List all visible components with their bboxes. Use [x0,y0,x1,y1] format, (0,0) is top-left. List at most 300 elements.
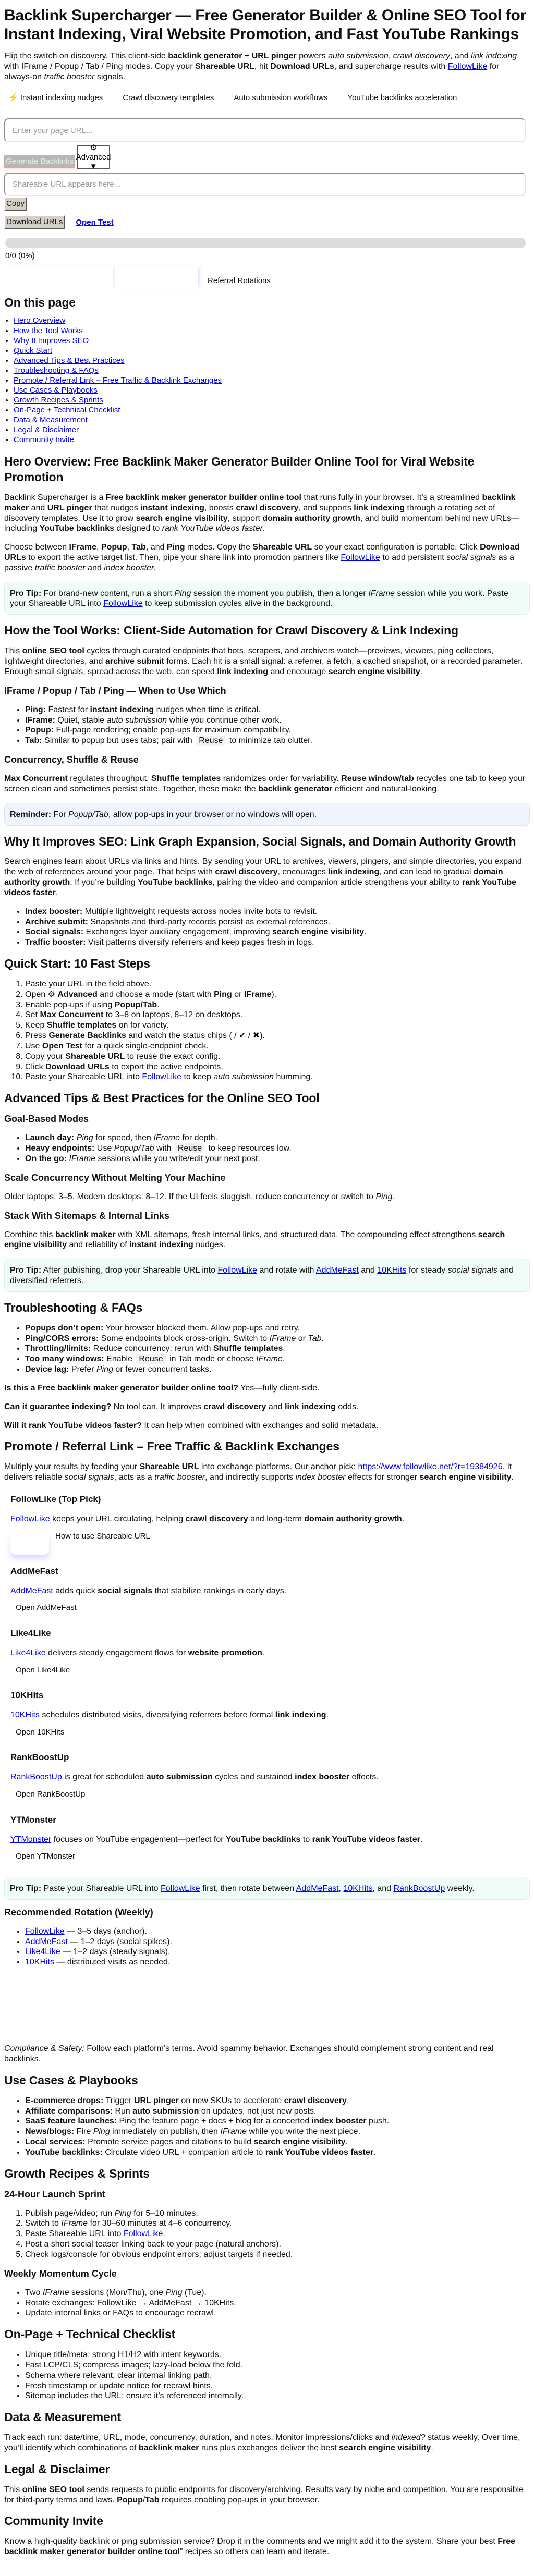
shareable-url-field[interactable] [4,173,526,196]
list-item: • Local services: Promote service pages and citations to build search engine visibility. [25,2137,530,2147]
bold-text: Traffic booster: [25,938,86,947]
paragraph: Choose between IFrame, Popup, Tab, and Ping modes. Copy the Shareable URL so your exact configuration is portable. Click Download URLs to export the active target list. Then, pipe your share link into promotion partners like FollowLike to add persistent social signals as a passive traffic booster and index booster. [4,543,520,572]
list-item: • On the go: IFrame sessions while you write/edit your next post. [25,1154,530,1164]
subsection-heading: 24-Hour Launch Sprint [4,2189,106,2200]
inline-link[interactable]: RankBoostUp [10,1773,62,1782]
advanced-label: ⚙ Advanced [76,143,111,162]
bold-text: Advanced [57,990,98,999]
subsection-heading: Weekly Momentum Cycle [4,2268,117,2279]
bold-text: Ping/CORS errors: [25,1334,99,1343]
section-heading: Community Invite [4,2514,103,2528]
setting-chip: Reuse [136,1354,165,1364]
toc-item [14,326,530,336]
toc-item [14,375,530,385]
inline-link[interactable]: YTMonster [10,1835,52,1844]
toc-item [14,356,530,365]
list-item: 5. Check logs/console for obvious endpoint errors; adjust targets if needed. [25,2250,530,2260]
bullet-list [4,2096,530,2158]
bold-text: Free backlink maker generator builder online tool [4,2537,516,2557]
bold-text: Shuffle templates [46,1021,117,1030]
bold-text: Pro Tip: [10,589,42,598]
partner-name: 10KHits [10,1690,44,1701]
numbered-list [4,2208,530,2260]
list-item: • Throttling/limits: Reduce concurrency; rerun with Shuffle templates. [25,1344,530,1354]
bold-text: rank YouTube videos faster [4,878,517,897]
list-item: • News/blogs: Fire Ping immediately on publish, then IFrame while you write the next piece. [25,2127,530,2137]
bold-text: Popups don’t open: [25,1323,104,1333]
open-partner-button[interactable]: Open Like4Like [16,1665,70,1675]
bold-text: URL pinger [47,503,92,512]
feature-chip: YouTube backlinks acceleration [347,93,457,103]
list-item: • AddMeFast — 1–2 days (social spikes). [25,1937,530,1947]
feature-chip: Auto submission workflows [234,93,328,103]
bold-text: YouTube backlinks [226,1835,301,1844]
list-item: 2. Open ⚙ Advanced and choose a mode (start with Ping or IFrame). [25,990,530,1000]
toc-link[interactable]: Troubleshooting & FAQs [14,365,99,375]
bold-text: index booster [295,1773,350,1782]
section-heading: Promote / Referral Link – Free Traffic & Backlink Exchanges [4,1439,339,1454]
video-tutorial[interactable] [10,1532,530,1555]
bold-text: Pro Tip: [10,1884,42,1893]
inline-link[interactable]: FollowLike [142,1072,182,1082]
inline-link[interactable]: RankBoostUp [393,1884,445,1893]
bold-text: Popup [101,543,127,552]
list-item: • Archive submit: Snapshots and third-party records persist as external references. [25,917,530,927]
inline-link[interactable]: 10KHits [343,1884,373,1893]
bold-text: Max Concurrent [4,774,68,784]
list-item: • Heavy endpoints: Use Popup/Tab with Reuse to keep resources low. [25,1143,530,1154]
bold-text: Index booster: [25,907,83,916]
italic-text: rank YouTube videos faster. [162,524,265,533]
open-partner-button[interactable]: Open RankBoostUp [16,1790,86,1799]
video-title: How to use Shareable URL [55,1531,150,1541]
paragraph: Older laptops: 3–5. Modern desktops: 8–12. If the UI feels sluggish, reduce concurrency or switch to Ping. [4,1192,395,1201]
inline-link[interactable]: FollowLike [217,1266,258,1275]
lightning-icon: ⚡ [8,93,18,103]
bold-text: Shareable URL [139,1462,199,1472]
bold-text: backlink maker [138,2444,199,2452]
open-partner-button[interactable]: Open 10KHits [16,1727,65,1737]
section-heading: How the Tool Works: Client-Side Automation for Crawl Discovery & Link Indexing [4,624,458,638]
bold-text: social signals [98,1586,153,1595]
bold-text: Popup [117,2495,143,2505]
bold-text: domain authority growth [4,868,503,887]
inline-link[interactable]: FollowLike [161,1884,200,1893]
subsection-heading: IFrame / Popup / Tab / Ping — When to Use Which [4,685,226,696]
video-thumbnail[interactable] [10,1532,49,1555]
paragraph: This online SEO tool sends requests to public endpoints for discovery/archiving. Results vary by niche and competition. You are responsible for third-party terms and laws. Popup/Tab requires enabling pop-ups in your browser. [4,2485,524,2505]
bold-text: link indexing [285,1402,336,1411]
italic-text: IFrame [220,2127,247,2137]
referral-rotations [4,266,530,289]
referral-slot [4,266,113,289]
intro-paragraph: Flip the switch on discovery. This client-side backlink generator + URL pinger powers auto submission, crawl discovery, and link indexing with IFrame / Popup / Tab / Ping modes. Copy your Shareable URL, hit Download URLs, and supercharge results with FollowLike for always-on traffic booster signals. [4,52,517,81]
toc-link[interactable]: Why It Improves SEO [14,336,89,345]
toc-link[interactable]: Use Cases & Playbooks [14,385,98,395]
url-input[interactable] [4,118,526,142]
bold-text: YouTube backlinks [39,524,115,533]
bold-text: crawl discovery [284,2096,347,2105]
paragraph: Max Concurrent regulates throughput. Shuffle templates randomizes order for variability. Reuse window/tab recycles one tab to keep your screen clean and sometimes persist state. Together, these make the backlink generator efficient and natural-looking. [4,774,526,793]
list-item: • Popup: Full-page rendering; enable pop-ups for maximum compatibility. [25,725,530,736]
partner-name: AddMeFast [10,1566,58,1576]
bold-text: Throttling/limits: [25,1344,91,1353]
list-item: • Update internal links or FAQs to encourage recrawl. [25,2308,530,2318]
bold-text: SaaS feature launches: [25,2117,117,2126]
list-item: • Index booster: Multiple lightweight requests across nodes invite bots to revisit. [25,907,530,917]
bold-text: online SEO tool [22,2485,84,2494]
italic-text: Popup/Tab [68,810,108,819]
italic-text: social signals [64,1473,114,1482]
bold-text: Heavy endpoints: [25,1144,95,1153]
bullet-list [4,2350,530,2401]
bold-text: search engine visibility [4,1230,505,1250]
bold-text: Shareable URL [195,62,254,71]
partner-card [4,1815,530,1861]
toc-list [4,315,530,445]
toc-item [14,365,530,375]
italic-text: Popup/Tab [114,1144,154,1153]
open-partner-button[interactable]: Open YTMonster [16,1852,75,1861]
toc-link[interactable]: Legal & Disclaimer [14,425,79,434]
bold-text: Download URLs [4,543,520,562]
bold-text: Launch day: [25,1133,75,1143]
section-heading: Growth Recipes & Sprints [4,2166,150,2180]
italic-text: traffic booster [154,1473,205,1482]
list-item: 3. Enable pop-ups if using Popup/Tab. [25,1000,530,1010]
bold-text: search engine visibility [328,667,420,676]
partner-description: Like4Like delivers steady engagement flows for website promotion. [10,1648,265,1657]
paragraph: Will it rank YouTube videos faster? It can help when combined with exchanges and solid metadata. [4,1421,379,1430]
list-item: • Ping/CORS errors: Some endpoints block cross-origin. Switch to IFrame or Tab. [25,1334,530,1344]
bold-text: News/blogs: [25,2127,75,2137]
bold-text: Reuse window/tab [341,774,414,784]
subsection-heading: Scale Concurrency Without Melting Your Machine [4,1172,226,1183]
feature-chips [4,93,530,103]
bold-text: Shareable URL [252,543,312,552]
bold-text: Can it guarantee indexing? [4,1402,112,1411]
list-item: • Too many windows: Enable Reuse in Tab mode or choose IFrame. [25,1354,530,1364]
list-item: 5. Keep Shuffle templates on for variety. [25,1020,530,1031]
partner-description: YTMonster focuses on YouTube engagement—perfect for YouTube backlinks to rank YouTube videos faster. [10,1835,423,1844]
inline-link[interactable]: 10KHits [10,1711,40,1720]
italic-text: auto submission [106,715,167,725]
bold-text: Shuffle templates [151,774,221,784]
bold-text: Ping [214,990,232,999]
italic-text: IFrame [61,2219,88,2228]
bold-text: domain authority growth [304,1514,402,1523]
bold-text: crawl discovery [215,868,278,877]
italic-text: Ping [114,2208,131,2218]
bold-text: crawl discovery [185,1514,248,1523]
bold-text: Tab: [25,736,42,746]
section-heading: Why It Improves SEO: Link Graph Expansion, Social Signals, and Domain Authority Growth [4,834,516,848]
bold-text: Ping: [25,705,46,714]
list-item: 10. Paste your Shareable URL into FollowLike to keep auto submission humming. [25,1072,530,1082]
list-item: 2. Switch to IFrame for 30–60 minutes at 4–6 concurrency. [25,2218,530,2229]
paragraph: Is this a Free backlink maker generator builder online tool? Yes—fully client-side. [4,1383,320,1393]
bullet-list [4,2288,530,2318]
bold-text: YouTube backlinks [138,878,213,887]
inline-link[interactable]: FollowLike [10,1514,50,1523]
section-heading: Advanced Tips & Best Practices for the Online SEO Tool [4,1091,320,1105]
italic-text: indexed? [391,2433,426,2443]
reminder-callout: Reminder: For Popup/Tab, allow pop-ups in your browser or no windows will open. [4,803,530,826]
download-urls-button[interactable]: Download URLs [4,215,65,229]
list-item: • Ping: Fastest for instant indexing nudges when time is critical. [25,705,530,715]
bold-text: website promotion [188,1648,262,1657]
paragraph: Search engines learn about URLs via links and hints. By sending your URL to archives, viewers, pingers, and simple directories, you expand the web of references around your page. That helps with crawl discovery, encourages link indexing, and can lead to gradual domain authority growth. If you’re building YouTube backlinks, pairing the video and companion article strengthens your ability to rank YouTube videos faster. [4,857,522,897]
bullet-list [4,1926,530,1968]
inline-link[interactable]: FollowLike [341,553,380,562]
partner-card [4,1690,530,1737]
bold-text: On the go: [25,1154,67,1163]
list-item: • Traffic booster: Visit patterns diversify referrers and keep pages fresh in logs. [25,937,530,948]
italic-text: IFrame [153,1133,180,1143]
italic-text: social signals [447,1266,497,1275]
italic-text: IFrame [256,1354,283,1364]
list-item: 7. Use Open Test for a quick single-endpoint check. [25,1041,530,1052]
partner-card [4,1752,530,1799]
inline-link[interactable]: Like4Like [25,1947,60,1957]
bold-text: link indexing [275,1711,326,1720]
italic-text: traffic booster [44,72,95,81]
copy-button[interactable]: Copy [4,197,27,211]
bold-text: rank YouTube videos faster [312,1835,420,1844]
italic-text: social signals [446,553,496,562]
bullet-list [4,1323,530,1375]
setting-chip: Reuse [175,1143,204,1153]
subsection-heading: Recommended Rotation (Weekly) [4,1907,153,1918]
toc-item [14,385,530,395]
bold-text: search engine visibility [272,927,365,937]
inline-link[interactable]: AddMeFast [10,1586,53,1595]
progress-bar [5,238,526,248]
bold-text: Is this a Free backlink maker generator builder online tool? [4,1383,239,1393]
list-item: 6. Press Generate Backlinks and watch the status chips ( / ✔ / ✖). [25,1031,530,1041]
list-item: • Tab: Similar to popup but uses tabs; pair with Reuse to minimize tab clutter. [25,736,530,746]
toc-item [14,435,530,445]
bold-text: URL pinger [134,2096,179,2105]
list-item: • E-commerce drops: Trigger URL pinger on new SKUs to accelerate crawl discovery. [25,2096,530,2106]
inline-link[interactable]: AddMeFast [316,1266,359,1275]
inline-link[interactable]: FollowLike [447,62,488,71]
bold-text: backlink generator [168,52,242,60]
list-item: • Popups don’t open: Your browser blocked them. Allow pop-ups and retry. [25,1323,530,1334]
partner-name: RankBoostUp [10,1752,69,1763]
bold-text: Device lag: [25,1365,69,1374]
italic-text: Compliance & Safety: [4,2044,84,2054]
bold-text: E-commerce drops: [25,2096,104,2105]
inline-link[interactable]: FollowLike [25,1926,65,1936]
italic-text: IFrame [269,1334,296,1343]
toc-link[interactable]: Data & Measurement [14,415,88,424]
pro-tip-callout: Pro Tip: For brand-new content, run a short Ping session the moment you publish, then a longer IFrame session while you work. Paste your Shareable URL into FollowLike to keep submission cycles alive in the background. [4,582,530,615]
toc-item [14,336,530,346]
toc-item [14,315,530,325]
paragraph: Compliance & Safety: Follow each platform’s terms. Avoid spammy behavior. Exchanges should complement strong content and real backlinks. [4,2044,494,2064]
bold-text: rank YouTube videos faster [265,2147,373,2157]
list-item: • Rotate exchanges: FollowLike → AddMeFast → 10KHits. [25,2298,530,2309]
open-partner-button[interactable]: Open AddMeFast [16,1603,77,1613]
referral-rotations-label: Referral Rotations [208,276,271,286]
inline-link[interactable]: Like4Like [10,1648,46,1657]
italic-text: index booster [295,1473,346,1482]
toc-link[interactable]: Promote / Referral Link – Free Traffic & Backlink Exchanges [14,375,222,385]
pro-tip-callout: Pro Tip: After publishing, drop your Shareable URL into FollowLike and rotate with AddMeFast and 10KHits for steady social signals and diversified referrers. [4,1259,530,1292]
bold-text: Will it rank YouTube videos faster? [4,1421,142,1430]
bold-text: Free backlink maker generator builder online tool [105,493,301,502]
italic-text: auto submission [328,52,389,60]
list-item: • FollowLike — 3–5 days (anchor). [25,1926,530,1937]
list-item: • SaaS feature launches: Ping the feature page + docs + blog for a concerted index booster push. [25,2116,530,2127]
list-item: • YouTube backlinks: Circulate video URL + companion article to rank YouTube videos faster. [25,2147,530,2158]
inline-link[interactable]: 10KHits [25,1958,55,1967]
bold-text: crawl discovery [236,503,299,512]
section-heading: Quick Start: 10 Fast Steps [4,957,150,971]
list-item: • Device lag: Prefer Ping or fewer concurrent tasks. [25,1364,530,1375]
toc-title: On this page [4,295,76,309]
paragraph: Backlink Supercharger is a Free backlink maker generator builder online tool that runs fully in your browser. It’s a streamlined backlink maker and URL pinger that nudges instant indexing, boosts crawl discovery, and supports link indexing through a rotating set of discovery templates. Use it to grow search engine visibility, support domain authority growth, and build momentum behind new URLs—including YouTube backlinks designed to rank YouTube videos faster. [4,493,519,533]
advanced-toggle-button[interactable] [77,145,110,169]
italic-text: Tab [308,1334,322,1343]
bold-text: link indexing [354,503,405,512]
bold-text: instant indexing [90,705,154,714]
bold-text: instant indexing [140,503,204,512]
backlink-tool [4,118,530,289]
bold-text: backlink maker [55,1230,116,1239]
bold-text: Popup: [25,726,54,735]
bold-text: backlink generator [258,784,333,793]
generate-backlinks-button[interactable]: Generate Backlinks [4,155,75,168]
italic-text: Ping [93,2127,110,2137]
page-title: Backlink Supercharger — Free Generator Builder & Online SEO Tool for Instant Indexing, Viral Website Promotion, and Fast YouTube Rankings [4,7,526,43]
italic-text: IFrame [42,2288,69,2297]
partner-card [4,1494,530,1555]
bold-text: IFrame [244,990,272,999]
bold-text: link indexing [217,667,269,676]
toc-link[interactable]: Growth Recipes & Sprints [14,395,103,405]
list-item: • Fast LCP/CLS; compress images; lazy-load below the fold. [25,2360,530,2371]
list-item: • Unique title/meta; strong H1/H2 with intent keywords. [25,2350,530,2360]
bold-text: link indexing [328,868,380,877]
list-item: 8. Copy your Shareable URL to reuse the exact config. [25,1052,530,1062]
toc-link[interactable]: Community Invite [14,435,74,445]
bullet-list [4,705,530,746]
toc-link[interactable]: Advanced Tips & Best Practices [14,356,125,365]
bold-text: search engine visibility [419,1473,512,1482]
open-test-link[interactable]: Open Test [76,217,114,227]
toc-item [14,346,530,356]
bold-text: Download URLs [270,62,334,71]
bold-text: Generate Backlinks [48,1031,126,1041]
inline-link[interactable]: FollowLike [103,599,143,608]
inline-link[interactable]: AddMeFast [296,1884,339,1893]
toc-link[interactable]: On-Page + Technical Checklist [14,405,120,414]
section-heading: On-Page + Technical Checklist [4,2327,176,2341]
bold-text: Affiliate comparisons: [25,2106,113,2116]
list-item: 1. Paste your URL in the field above. [25,979,530,990]
progress-text: 0/0 (0%) [5,251,35,261]
italic-text: link indexing [471,52,517,60]
partner-name: YTMonster [10,1814,56,1825]
bold-text: Ping [166,543,185,552]
bold-text: Download URLs [45,1062,110,1071]
tool-controls [4,145,530,169]
bullet-list [4,1133,530,1164]
bold-text: Too many windows: [25,1354,104,1364]
toc-item [14,395,530,405]
list-item: • Affiliate comparisons: Run auto submission on updates, not just new posts. [25,2106,530,2117]
toc-item [14,405,530,415]
bold-text: search engine visibility [136,514,228,523]
partner-description: AddMeFast adds quick social signals that stabilize rankings in early days. [10,1586,287,1595]
italic-text: auto submission [213,1072,274,1082]
bold-text: instant indexing [129,1240,193,1250]
paragraph: This online SEO tool cycles through curated endpoints that bots, scrapers, and archivers watch—previews, viewers, ping collectors, lightweight directories, and archive submit forms. Each hit is a small signal: a referrer, a fetch, a cached snapshot, or a recorded parameter. Enough small signals, spread across the web, can speed link indexing and encourage search engine visibility. [4,646,523,676]
list-item: 4. Post a short social teaser linking back to your page (natural anchors). [25,2239,530,2250]
bold-text: Max Concurrent [40,1010,104,1020]
inline-link[interactable]: AddMeFast [25,1937,68,1946]
section-heading: Troubleshooting & FAQs [4,1300,143,1314]
pro-tip-callout: Pro Tip: Paste your Shareable URL into FollowLike first, then rotate between AddMeFast, 10KHits, and RankBoostUp weekly. [4,1877,530,1900]
bold-text: Social signals: [25,927,84,937]
main-content-continued [4,1877,530,2557]
list-item: • IFrame: Quiet, stable auto submission while you continue other work. [25,715,530,726]
referral-slot [115,266,198,289]
numbered-list [4,979,530,1082]
bold-text: Tab [131,543,146,552]
bold-text: IFrame: [25,715,55,725]
bold-text: archive submit [105,657,164,666]
list-item: • Social signals: Exchanges layer auxiliary engagement, improving search engine visibility. [25,927,530,937]
partner-name: Like4Like [10,1628,51,1638]
italic-text: Ping [165,2288,183,2297]
subsection-heading: Goal-Based Modes [4,1114,89,1125]
list-item: • Sitemap includes the URL; ensure it’s referenced internally. [25,2391,530,2401]
inline-link[interactable]: https://www.followlike.net/?r=19384926 [358,1462,503,1472]
list-item: • Fresh timestamp or update notice for recrawl hints. [25,2381,530,2391]
toc-item [14,415,530,425]
bold-text: Shareable URL [65,1052,125,1061]
italic-text: Ping [76,1133,93,1143]
bold-text: Pro Tip: [10,1266,42,1275]
bold-text: search engine visibility [253,2137,346,2146]
bullet-list [4,907,530,948]
list-item: • Two IFrame sessions (Mon/Thu), one Ping (Tue). [25,2288,530,2298]
toc-link[interactable]: How the Tool Works [14,326,83,335]
bold-text: search engine visibility [339,2444,431,2452]
section-heading: Hero Overview: Free Backlink Maker Generator Builder Online Tool for Viral Website Promotion [4,455,475,484]
bold-text: Shuffle templates [213,1344,283,1353]
inline-link[interactable]: 10KHits [377,1266,407,1275]
subsection-heading: Stack With Sitemaps & Internal Links [4,1210,169,1221]
list-item: • 10KHits — distributed visits as needed. [25,1957,530,1968]
bold-text: crawl discovery [203,1402,266,1411]
subsection-heading: Concurrency, Shuffle & Reuse [4,754,139,765]
toc-link[interactable]: Hero Overview [14,316,66,325]
feature-chip: Crawl discovery templates [123,93,214,103]
italic-text: index booster. [104,563,156,572]
inline-link[interactable]: FollowLike [123,2229,163,2239]
italic-text: Ping. [375,1192,395,1201]
toc-link[interactable]: Quick Start [14,346,53,355]
partner-description: FollowLike keeps your URL circulating, helping crawl discovery and long-term domain authority growth. [10,1514,405,1523]
paragraph: Combine this backlink maker with XML sitemaps, fresh internal links, and structured data. The compounding effect strengthens search engine visibility and reliability of instant indexing nudges. [4,1230,505,1250]
bold-text: IFrame [69,543,96,552]
partner-name: FollowLike (Top Pick) [10,1494,101,1504]
bold-text: Reminder: [10,810,52,819]
